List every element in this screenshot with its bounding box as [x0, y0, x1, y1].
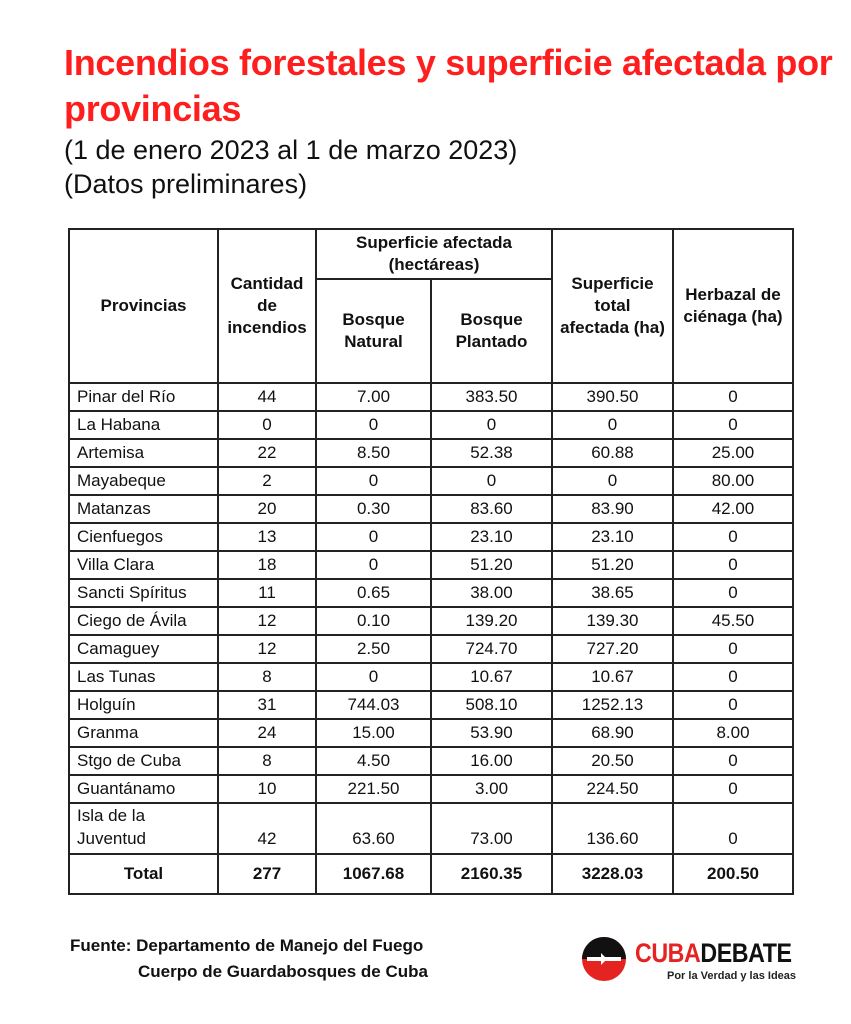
cell-bosque-natural: 63.60 [316, 803, 431, 854]
cell-bosque-natural: 15.00 [316, 719, 431, 747]
cell-provincia: Matanzas [69, 495, 218, 523]
table-total-row [69, 854, 793, 894]
cell-bosque-natural: 7.00 [316, 383, 431, 411]
cell-cantidad: 8 [218, 663, 316, 691]
cell-superficie-total: 20.50 [552, 747, 673, 775]
cell-cantidad: 0 [218, 411, 316, 439]
logo-brand-cuba: CUBA [635, 938, 701, 968]
table-row [69, 663, 793, 691]
logo-wordmark [635, 938, 792, 968]
cell-bosque-plantado: 51.20 [431, 551, 552, 579]
cell-herbazal: 0 [673, 523, 793, 551]
cell-cantidad: 10 [218, 775, 316, 803]
table-row [69, 551, 793, 579]
cell-bosque-plantado: 10.67 [431, 663, 552, 691]
cell-bosque-plantado: 52.38 [431, 439, 552, 467]
total-label: Total [69, 854, 218, 894]
col-header-cantidad: Cantidad de incendios [218, 229, 316, 383]
cell-cantidad: 24 [218, 719, 316, 747]
cell-superficie-total: 136.60 [552, 803, 673, 854]
cell-bosque-plantado: 0 [431, 467, 552, 495]
cell-bosque-plantado: 23.10 [431, 523, 552, 551]
cell-cantidad: 20 [218, 495, 316, 523]
cell-superficie-total: 139.30 [552, 607, 673, 635]
cell-bosque-natural: 0 [316, 523, 431, 551]
cell-provincia: Artemisa [69, 439, 218, 467]
cell-superficie-total: 224.50 [552, 775, 673, 803]
cell-herbazal: 25.00 [673, 439, 793, 467]
cell-bosque-plantado: 73.00 [431, 803, 552, 854]
cell-provincia: Ciego de Ávila [69, 607, 218, 635]
cell-bosque-plantado: 383.50 [431, 383, 552, 411]
total-cantidad: 277 [218, 854, 316, 894]
cell-bosque-natural: 744.03 [316, 691, 431, 719]
cell-bosque-natural: 0 [316, 551, 431, 579]
table-row [69, 411, 793, 439]
col-header-bosque-natural: Bosque Natural [316, 279, 431, 383]
cell-bosque-natural: 4.50 [316, 747, 431, 775]
cell-superficie-total: 0 [552, 467, 673, 495]
date-range: (1 de enero 2023 al 1 de marzo 2023) [64, 135, 518, 165]
cell-bosque-natural: 0 [316, 411, 431, 439]
table-row [69, 607, 793, 635]
table-row [69, 383, 793, 411]
cell-cantidad: 42 [218, 803, 316, 854]
source-line-2: Cuerpo de Guardabosques de Cuba [138, 962, 428, 981]
logo-tagline: Por la Verdad y las Ideas [667, 970, 797, 982]
cell-superficie-total: 727.20 [552, 635, 673, 663]
cell-herbazal: 0 [673, 411, 793, 439]
col-header-provincias: Provincias [69, 229, 218, 383]
cell-cantidad: 12 [218, 635, 316, 663]
cell-provincia: Holguín [69, 691, 218, 719]
col-header-herbazal: Herbazal de ciénaga (ha) [673, 229, 793, 383]
cell-cantidad: 12 [218, 607, 316, 635]
cell-superficie-total: 83.90 [552, 495, 673, 523]
cell-herbazal: 0 [673, 635, 793, 663]
logo-brand-debate: DEBATE [700, 938, 792, 968]
cell-bosque-natural: 8.50 [316, 439, 431, 467]
cell-bosque-natural: 0.65 [316, 579, 431, 607]
cell-herbazal: 0 [673, 803, 793, 854]
cell-bosque-plantado: 3.00 [431, 775, 552, 803]
col-header-superficie-group: Superficie afectada (hectáreas) [316, 229, 552, 279]
table-row [69, 719, 793, 747]
cell-bosque-plantado: 83.60 [431, 495, 552, 523]
table-row [69, 747, 793, 775]
cubadebate-logo [581, 936, 795, 992]
cell-provincia: Pinar del Río [69, 383, 218, 411]
cell-provincia: La Habana [69, 411, 218, 439]
cell-bosque-natural: 221.50 [316, 775, 431, 803]
cell-superficie-total: 38.65 [552, 579, 673, 607]
table-row [69, 523, 793, 551]
cell-herbazal: 0 [673, 579, 793, 607]
cell-superficie-total: 10.67 [552, 663, 673, 691]
cell-bosque-plantado: 139.20 [431, 607, 552, 635]
cell-superficie-total: 0 [552, 411, 673, 439]
cell-bosque-plantado: 16.00 [431, 747, 552, 775]
col-header-bosque-plantado: Bosque Plantado [431, 279, 552, 383]
cell-herbazal: 42.00 [673, 495, 793, 523]
cell-superficie-total: 60.88 [552, 439, 673, 467]
source-note [70, 933, 428, 985]
cell-cantidad: 11 [218, 579, 316, 607]
col-header-superficie-total: Superficie total afectada (ha) [552, 229, 673, 383]
cell-herbazal: 45.50 [673, 607, 793, 635]
cell-cantidad: 44 [218, 383, 316, 411]
cell-bosque-natural: 0.10 [316, 607, 431, 635]
cell-bosque-plantado: 0 [431, 411, 552, 439]
preliminary-note: (Datos preliminares) [64, 169, 308, 199]
table-row [69, 467, 793, 495]
total-superficie-total: 3228.03 [552, 854, 673, 894]
cell-herbazal: 0 [673, 551, 793, 579]
cell-provincia: Mayabeque [69, 467, 218, 495]
cell-herbazal: 0 [673, 663, 793, 691]
cell-superficie-total: 23.10 [552, 523, 673, 551]
cell-cantidad: 2 [218, 467, 316, 495]
cubadebate-logo-icon [581, 936, 627, 982]
cell-cantidad: 22 [218, 439, 316, 467]
table-body [69, 383, 793, 854]
table-row [69, 635, 793, 663]
total-bosque-plantado: 2160.35 [431, 854, 552, 894]
cell-superficie-total: 68.90 [552, 719, 673, 747]
cell-bosque-plantado: 38.00 [431, 579, 552, 607]
table-row [69, 579, 793, 607]
cell-herbazal: 8.00 [673, 719, 793, 747]
table-row [69, 495, 793, 523]
cell-bosque-plantado: 724.70 [431, 635, 552, 663]
cell-cantidad: 8 [218, 747, 316, 775]
cell-provincia: Las Tunas [69, 663, 218, 691]
page-title: Incendios forestales y superficie afectada por provincias [64, 42, 833, 129]
cell-herbazal: 0 [673, 775, 793, 803]
cell-bosque-natural: 0 [316, 663, 431, 691]
cell-provincia: Stgo de Cuba [69, 747, 218, 775]
table-row [69, 691, 793, 719]
cell-bosque-natural: 0.30 [316, 495, 431, 523]
cell-provincia: Guantánamo [69, 775, 218, 803]
cell-superficie-total: 51.20 [552, 551, 673, 579]
source-line-1: Fuente: Departamento de Manejo del Fuego [70, 936, 424, 955]
cell-bosque-natural: 2.50 [316, 635, 431, 663]
cell-provincia: Villa Clara [69, 551, 218, 579]
cell-provincia: Camaguey [69, 635, 218, 663]
cell-cantidad: 13 [218, 523, 316, 551]
cell-herbazal: 0 [673, 691, 793, 719]
fires-table [68, 228, 794, 895]
table-row [69, 775, 793, 803]
total-herbazal: 200.50 [673, 854, 793, 894]
cell-herbazal: 80.00 [673, 467, 793, 495]
cell-herbazal: 0 [673, 747, 793, 775]
cell-provincia: Isla de la Juventud [69, 803, 218, 854]
cell-cantidad: 18 [218, 551, 316, 579]
total-bosque-natural: 1067.68 [316, 854, 431, 894]
cell-bosque-plantado: 508.10 [431, 691, 552, 719]
cell-superficie-total: 390.50 [552, 383, 673, 411]
cell-cantidad: 31 [218, 691, 316, 719]
cell-herbazal: 0 [673, 383, 793, 411]
cell-superficie-total: 1252.13 [552, 691, 673, 719]
cell-bosque-natural: 0 [316, 467, 431, 495]
cell-provincia: Sancti Spíritus [69, 579, 218, 607]
cell-bosque-plantado: 53.90 [431, 719, 552, 747]
cell-provincia: Cienfuegos [69, 523, 218, 551]
cell-provincia: Granma [69, 719, 218, 747]
table-row [69, 439, 793, 467]
table-row [69, 803, 793, 854]
